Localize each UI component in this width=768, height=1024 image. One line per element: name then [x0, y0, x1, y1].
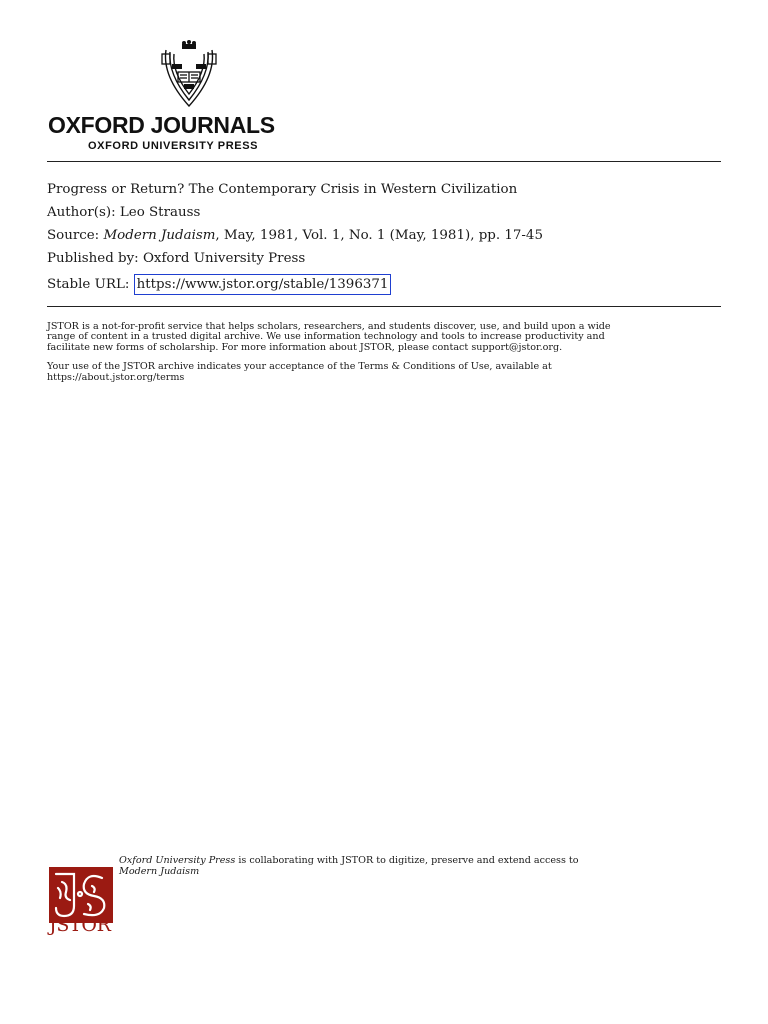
source-label: Source: [47, 228, 100, 243]
jstor-wordmark: JSTOR [49, 914, 111, 936]
source-details: , May, 1981, Vol. 1, No. 1 (May, 1981), pp. 17-45 [215, 228, 543, 243]
jstor-notice [47, 322, 727, 392]
notice-line: facilitate new forms of scholarship. For more information about JSTOR, please contact support@jstor.org. [47, 341, 563, 353]
publisher-line [47, 247, 727, 270]
publisher-label: Published by: [47, 251, 139, 266]
source-line [47, 224, 727, 247]
stable-url-label: Stable URL: [47, 277, 130, 292]
collab-text: is collaborating with JSTOR to digitize, preserve and extend access to [235, 855, 579, 866]
logo-title: OXFORD JOURNALS [48, 112, 275, 138]
terms-url[interactable]: https://about.jstor.org/terms [47, 371, 185, 383]
collab-journal: Modern Judaism [119, 865, 200, 877]
notice-paragraph-terms [47, 362, 727, 383]
collab-publisher: Oxford University Press [119, 855, 236, 866]
oxford-crest-icon [158, 40, 220, 112]
middle-divider [47, 306, 721, 307]
logo-subtitle: OXFORD UNIVERSITY PRESS [88, 140, 259, 152]
notice-line: range of content in a trusted digital archive. We use information technology and tools to increase productivity and [47, 331, 605, 343]
notice-line: JSTOR is a not-for-profit service that helps scholars, researchers, and students discover, use, and build upon a wide [47, 321, 611, 332]
article-metadata [47, 178, 727, 296]
stable-url-link[interactable]: https://www.jstor.org/stable/1396371 [134, 274, 392, 295]
article-title: Progress or Return? The Contemporary Crisis in Western Civilization [47, 182, 518, 197]
author-name: Leo Strauss [119, 205, 201, 220]
notice-line: Your use of the JSTOR archive indicates your acceptance of the Terms & Conditions of Use, available at [47, 361, 552, 373]
author-label: Author(s): [47, 205, 116, 220]
author-line [47, 201, 727, 224]
publisher-name: Oxford University Press [142, 251, 306, 266]
collab-line [119, 856, 739, 867]
source-journal: Modern Judaism [103, 228, 216, 243]
top-divider [47, 161, 721, 162]
collaboration-statement [119, 856, 739, 877]
notice-paragraph-about [47, 322, 727, 353]
stable-url-line [47, 273, 727, 296]
